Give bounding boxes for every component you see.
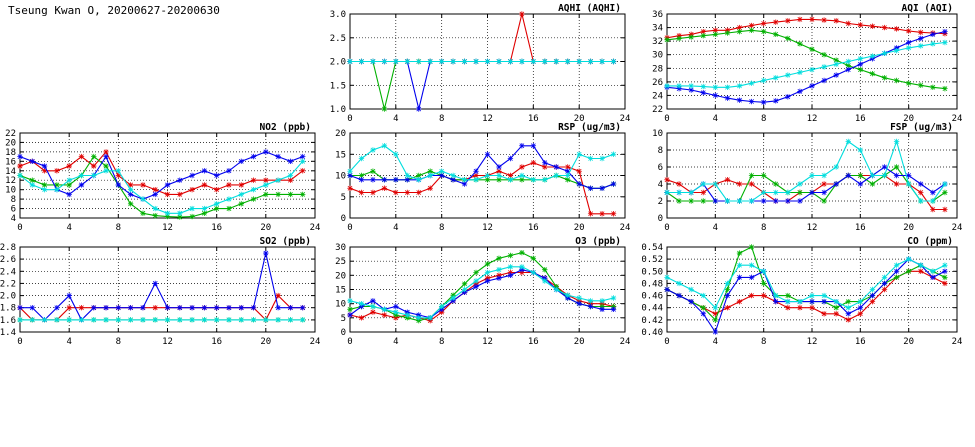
svg-text:0: 0 (664, 223, 670, 233)
svg-text:24: 24 (951, 223, 963, 233)
svg-text:2.8: 2.8 (0, 243, 16, 253)
svg-text:3.0: 3.0 (329, 10, 346, 20)
svg-text:24: 24 (619, 337, 631, 347)
chart-title-fsp: FSP (ug/m3) (890, 122, 953, 133)
svg-text:4: 4 (712, 114, 719, 124)
svg-text:4: 4 (657, 180, 663, 190)
svg-text:15: 15 (335, 150, 346, 161)
svg-text:15: 15 (335, 285, 346, 296)
svg-text:4: 4 (712, 337, 719, 347)
svg-text:10: 10 (5, 185, 16, 196)
svg-text:8: 8 (438, 223, 445, 233)
svg-text:0: 0 (340, 214, 346, 224)
svg-text:8: 8 (438, 114, 445, 124)
svg-text:8: 8 (760, 223, 767, 233)
chart-title-aqi: AQI (AQI) (901, 3, 953, 14)
svg-text:8: 8 (10, 195, 16, 206)
svg-text:5: 5 (340, 192, 346, 203)
svg-text:12: 12 (482, 114, 493, 124)
svg-text:12: 12 (482, 223, 493, 233)
svg-text:5: 5 (340, 313, 346, 324)
chart-panel-co (629, 235, 963, 352)
svg-text:16: 16 (211, 223, 223, 233)
svg-text:6: 6 (10, 204, 16, 215)
svg-text:2.5: 2.5 (329, 33, 346, 44)
svg-text:22: 22 (5, 129, 16, 139)
chart-title-no2: NO2 (ppb) (259, 122, 311, 133)
chart-title-o3: O3 (ppb) (575, 236, 621, 247)
chart-panel-fsp (629, 121, 963, 238)
svg-text:1.6: 1.6 (0, 315, 16, 326)
chart-panel-o3 (309, 235, 631, 352)
svg-text:2.6: 2.6 (0, 255, 16, 266)
svg-text:24: 24 (309, 337, 321, 347)
svg-text:8: 8 (115, 337, 122, 347)
svg-text:1.0: 1.0 (329, 105, 346, 115)
svg-text:0: 0 (17, 337, 23, 347)
svg-text:2.0: 2.0 (329, 57, 346, 68)
svg-text:20: 20 (903, 223, 915, 233)
svg-text:22: 22 (652, 105, 663, 115)
svg-text:4: 4 (393, 337, 399, 347)
svg-text:24: 24 (951, 337, 963, 347)
svg-text:24: 24 (951, 114, 963, 124)
chart-panel-no2 (0, 121, 321, 238)
svg-text:4: 4 (393, 114, 399, 124)
chart-panel-so2 (0, 235, 321, 352)
svg-text:0: 0 (347, 337, 353, 347)
svg-text:20: 20 (573, 223, 585, 233)
svg-text:34: 34 (652, 23, 663, 34)
svg-text:0: 0 (664, 337, 670, 347)
svg-text:4: 4 (393, 223, 399, 233)
svg-text:20: 20 (573, 114, 585, 124)
svg-text:24: 24 (619, 223, 631, 233)
svg-text:0: 0 (340, 328, 346, 338)
svg-text:12: 12 (806, 223, 818, 233)
svg-text:20: 20 (903, 114, 915, 124)
svg-text:18: 18 (5, 147, 16, 158)
svg-text:2.4: 2.4 (0, 267, 16, 278)
svg-text:4: 4 (66, 337, 72, 347)
svg-text:20: 20 (260, 337, 272, 347)
svg-text:1.4: 1.4 (0, 328, 16, 338)
svg-text:12: 12 (806, 114, 818, 124)
svg-text:0: 0 (347, 114, 353, 124)
svg-text:0.48: 0.48 (641, 279, 663, 290)
svg-text:0.50: 0.50 (641, 267, 663, 278)
svg-text:36: 36 (652, 10, 663, 20)
svg-text:24: 24 (309, 223, 321, 233)
svg-text:0: 0 (347, 223, 353, 233)
svg-text:20: 20 (335, 129, 346, 139)
svg-text:4: 4 (712, 223, 719, 233)
svg-text:20: 20 (335, 271, 346, 282)
svg-text:0.44: 0.44 (641, 303, 663, 314)
svg-text:0.40: 0.40 (641, 328, 663, 338)
svg-text:16: 16 (854, 337, 866, 347)
svg-text:1.5: 1.5 (329, 81, 346, 92)
svg-text:20: 20 (260, 223, 272, 233)
svg-text:6: 6 (657, 163, 663, 173)
svg-text:28: 28 (652, 64, 663, 75)
svg-text:10: 10 (335, 299, 346, 310)
chart-title-aqhi: AQHI (AQHI) (558, 3, 621, 14)
svg-text:16: 16 (527, 223, 539, 233)
svg-text:25: 25 (335, 257, 346, 268)
svg-text:16: 16 (527, 114, 539, 124)
svg-text:0: 0 (664, 114, 670, 124)
chart-title-co: CO (ppm) (907, 236, 953, 247)
svg-text:20: 20 (573, 337, 585, 347)
svg-text:16: 16 (854, 114, 866, 124)
svg-text:12: 12 (162, 337, 173, 347)
svg-text:10: 10 (335, 171, 346, 182)
svg-text:8: 8 (760, 114, 767, 124)
svg-text:0.42: 0.42 (641, 315, 663, 326)
svg-text:0: 0 (657, 214, 663, 224)
svg-text:32: 32 (652, 37, 663, 48)
chart-panel-aqi (629, 2, 963, 129)
svg-text:16: 16 (211, 337, 223, 347)
svg-text:8: 8 (760, 337, 767, 347)
svg-text:16: 16 (854, 223, 866, 233)
svg-text:0.54: 0.54 (641, 243, 663, 253)
svg-text:12: 12 (482, 337, 493, 347)
svg-text:8: 8 (438, 337, 445, 347)
svg-text:12: 12 (162, 223, 173, 233)
page-title: Tseung Kwan O, 20200627-20200630 (8, 4, 220, 17)
svg-text:0: 0 (17, 223, 23, 233)
svg-text:10: 10 (652, 129, 663, 139)
svg-text:2: 2 (657, 197, 663, 207)
chart-title-so2: SO2 (ppb) (259, 236, 311, 247)
chart-panel-rsp (309, 121, 631, 238)
svg-text:2.2: 2.2 (0, 279, 16, 290)
svg-text:8: 8 (115, 223, 122, 233)
svg-text:20: 20 (903, 337, 915, 347)
chart-title-rsp: RSP (ug/m3) (558, 122, 621, 133)
svg-text:8: 8 (657, 146, 663, 156)
svg-text:20: 20 (5, 138, 16, 149)
svg-text:4: 4 (66, 223, 72, 233)
svg-text:30: 30 (652, 50, 663, 61)
svg-text:26: 26 (652, 77, 663, 88)
svg-text:16: 16 (5, 157, 16, 168)
svg-text:12: 12 (806, 337, 818, 347)
svg-text:4: 4 (10, 214, 16, 224)
svg-text:24: 24 (619, 114, 631, 124)
svg-text:0.52: 0.52 (641, 255, 663, 266)
svg-text:2.0: 2.0 (0, 291, 16, 302)
svg-text:0.46: 0.46 (641, 291, 663, 302)
svg-text:30: 30 (335, 243, 346, 253)
svg-text:14: 14 (5, 166, 16, 177)
svg-text:16: 16 (527, 337, 539, 347)
svg-text:1.8: 1.8 (0, 303, 16, 314)
svg-text:24: 24 (652, 91, 663, 102)
svg-text:12: 12 (5, 176, 16, 187)
chart-panel-aqhi (312, 2, 631, 129)
